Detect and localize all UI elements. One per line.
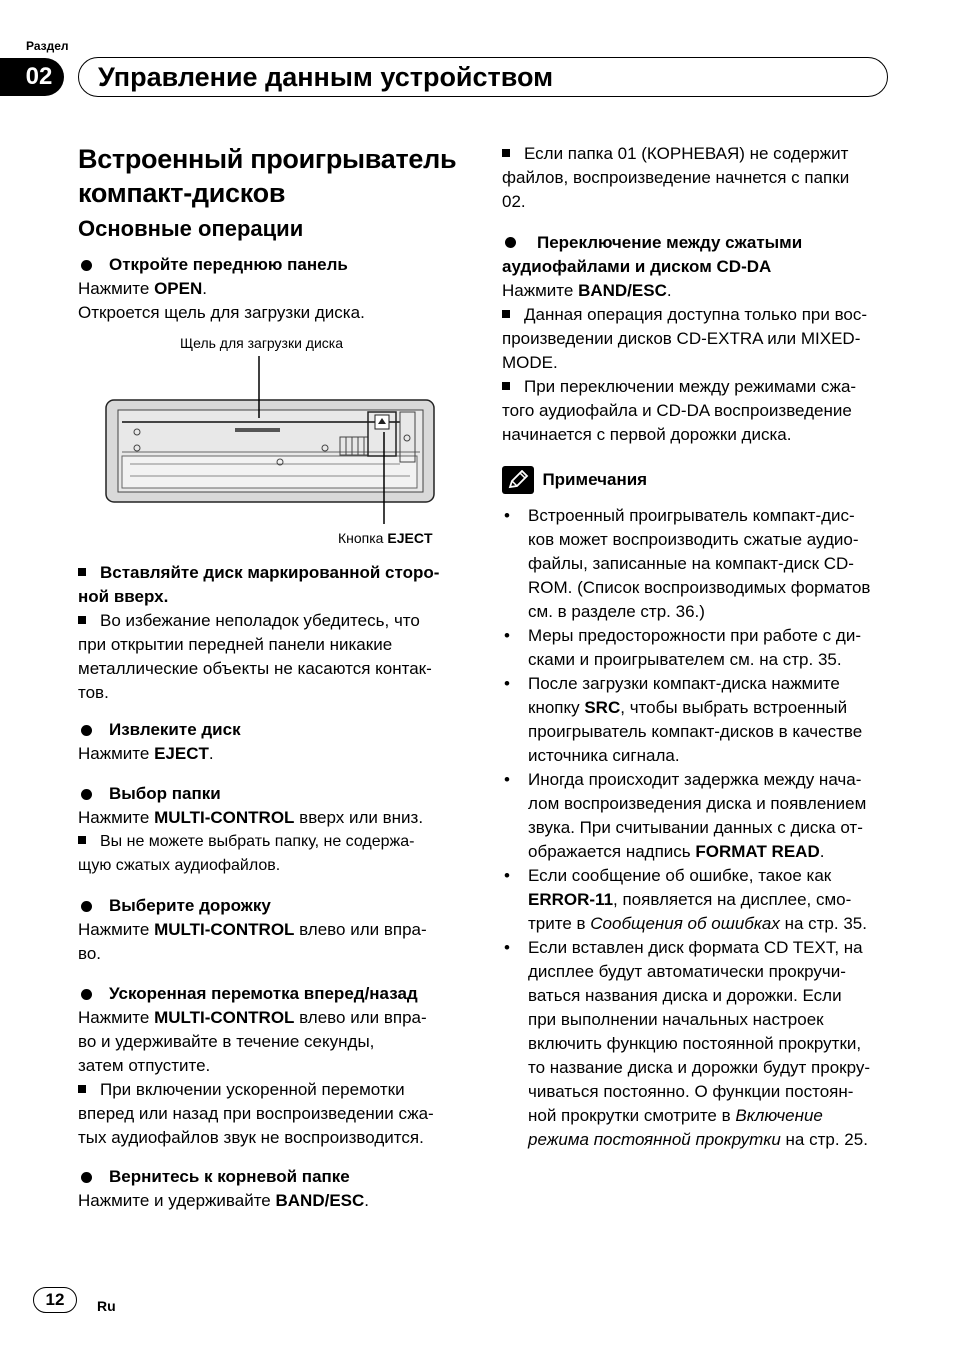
step-text: Нажмите OPEN. [78,279,207,298]
page-title: Управление данным устройством [98,62,554,92]
step-text: затем отпустите. [78,1056,211,1075]
root-folder-block [78,1165,468,1213]
open-panel-block [78,253,468,325]
step-note: тых аудиофайлов звук не воспроизводится. [78,1128,424,1147]
step-note: Данная операция доступна только при вос- [502,303,897,327]
step-heading: Откройте переднюю панель [78,253,468,277]
page-number: 12 [33,1287,77,1313]
list-item: • Если сообщение об ошибке, такое как ERROR-11, появляется на дисплее, смо- трите в Сообщения об ошибках на стр. 35. [504,866,867,933]
step-note: щую сжатых аудиофайлов. [78,857,281,874]
subheading: Основные операции [78,216,304,241]
bullet-dot-icon [81,901,92,912]
root-note-block [502,142,897,214]
square-bullet-icon [78,568,86,576]
step-heading: аудиофайлами и диском CD-DA [502,257,772,276]
step-heading: Ускоренная перемотка вперед/назад [78,982,470,1006]
notes-header [502,466,647,494]
figure-slot-label: Щель для загрузки диска [180,335,344,351]
section-number: 02 [0,58,64,96]
step-text: Нажмите MULTI-CONTROL влево или впра- [78,920,427,939]
step-text: во. [78,944,102,963]
device-figure [100,352,445,552]
step-text: во и удерживайте в течение секунды, [78,1032,375,1051]
step-note: Вы не можете выбрать папку, не содержа- [78,830,468,854]
insert-note: Вставляйте диск маркированной сторо- [78,561,470,585]
list-item: • Меры предосторожности при работе с ди- сками и проигрывателем см. на стр. 35. [504,626,861,669]
track-block [78,894,468,966]
step-note: MODE. [502,353,558,372]
folder-block [78,782,468,878]
step-text: Нажмите EJECT. [78,744,214,763]
warning-text: металлические объекты не касаются контак- [78,659,432,678]
step-heading: Выбор папки [78,782,468,806]
square-bullet-icon [78,836,86,844]
bullet-dot-icon [81,260,92,271]
step-heading: Вернитесь к корневой папке [78,1165,468,1189]
section-heading [78,142,456,210]
step-heading: Извлеките диск [78,718,468,742]
warning-text: Во избежание неполадок убедитесь, что [78,609,470,633]
bullet-dot-icon [505,237,516,248]
eject-block [78,718,468,766]
note-text: 02. [502,192,526,211]
switch-block [502,231,897,447]
notes-title: Примечания [542,470,648,489]
square-bullet-icon [502,382,510,390]
language-code: Ru [97,1298,116,1314]
heading-line: Встроенный проигрыватель [78,144,457,174]
step-heading: Переключение между сжатыми [502,231,897,255]
bullet-dot-icon [81,789,92,800]
step-note: При включении ускоренной перемотки [78,1078,470,1102]
square-bullet-icon [502,310,510,318]
square-bullet-icon [78,616,86,624]
bullet-dot-icon [81,1172,92,1183]
step-text: Нажмите BAND/ESC. [502,281,672,300]
square-bullet-icon [502,149,510,157]
step-result: Откроется щель для загрузки диска. [78,303,365,322]
step-note: вперед или назад при воспроизведении сжа- [78,1104,434,1123]
bullet-dot-icon [81,989,92,1000]
figure-eject-label: Кнопка EJECT [338,530,433,546]
square-bullet-icon [78,1085,86,1093]
notes-list [502,504,897,1152]
note-text: Если папка 01 (КОРНЕВАЯ) не содержит [502,142,897,166]
insert-warning-block [78,561,470,705]
step-note: При переключении между режимами сжа- [502,375,897,399]
step-text: Нажмите и удерживайте BAND/ESC. [78,1191,370,1210]
warning-text: при открытии передней панели никакие [78,635,393,654]
list-item: • Встроенный проигрыватель компакт-дис- ков может воспроизводить сжатые аудио- файлы, записанные на компакт-диск CD- ROM. (Список воспроизводимых форматов см. в разделе стр. 36.) [504,506,871,621]
insert-note: ной вверх. [78,587,169,606]
heading-line: компакт-дисков [78,178,286,208]
step-note: того аудиофайла и CD-DA воспроизведение [502,401,852,420]
warning-text: тов. [78,683,109,702]
step-text: Нажмите MULTI-CONTROL вверх или вниз. [78,808,424,827]
section-label: Раздел [26,39,69,53]
bullet-dot-icon [81,725,92,736]
step-text: Нажмите MULTI-CONTROL влево или впра- [78,1008,427,1027]
step-note: начинается с первой дорожки диска. [502,425,792,444]
note-text: файлов, воспроизведение начнется с папки [502,168,850,187]
step-note: произведении дисков CD-EXTRA или MIXED- [502,329,861,348]
step-heading: Выберите дорожку [78,894,468,918]
pencil-note-icon [502,466,534,494]
list-item: • Иногда происходит задержка между нача- лом воспроизведения диска и появлением звука. При считывании данных с диска от- ображается надпись FORMAT READ. [504,770,867,861]
list-item: • Если вставлен диск формата CD TEXT, на дисплее будут автоматически прокручи- ваться названия диска и дорожки. Если при выполнении начальных настроек включить функцию постоянной прокрутки, то название диска и дорожки будут прокру- чиваться постоянно. О функции постоян- ной прокрутки смотрите в Включение режима постоянной прокрутки на стр. 25. [504,938,871,1149]
fast-forward-block [78,982,470,1150]
list-item: • После загрузки компакт-диска нажмите кнопку SRC, чтобы выбрать встроенный проигрыватель компакт-дисков в качестве источника сигнала. [504,674,863,765]
